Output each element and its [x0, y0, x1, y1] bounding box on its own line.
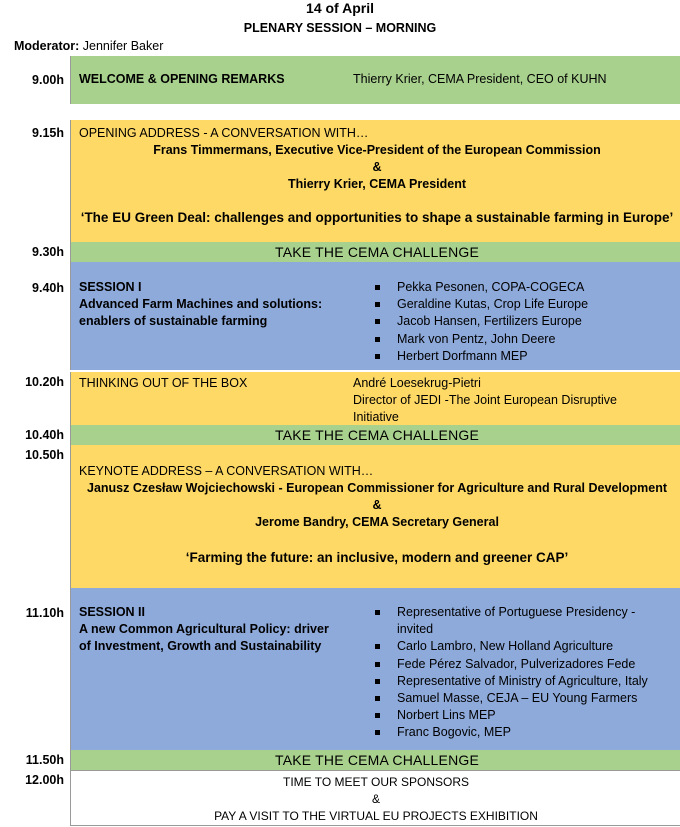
row-session-1 — [70, 262, 680, 370]
thinking-title: THINKING OUT OF THE BOX — [79, 376, 248, 390]
keynote-ampersand: & — [372, 498, 382, 512]
keynote-speaker-1: Janusz Czesław Wojciechowski - European Commissioner for Agriculture and Rural Development — [87, 481, 667, 495]
row-thinking-out-of-box — [70, 372, 680, 425]
welcome-speaker: Thierry Krier, CEMA President, CEO of KUHN — [353, 72, 607, 86]
keynote-intro: KEYNOTE ADDRESS – A CONVERSATION WITH… — [79, 464, 374, 478]
session2-label: SESSION II — [79, 605, 145, 619]
time-9-15: 9.15h — [32, 126, 64, 140]
time-9-40: 9.40h — [32, 281, 64, 295]
agenda-date: 14 of April — [306, 0, 374, 16]
list-item: Representative of Portuguese Presidency - invited — [373, 604, 648, 638]
list-item: Herbert Dorfmann MEP — [373, 348, 588, 365]
time-10-20: 10.20h — [25, 375, 64, 389]
challenge-label-1: TAKE THE CEMA CHALLENGE — [274, 244, 480, 260]
time-11-10: 11.10h — [25, 606, 64, 620]
challenge-label-3: TAKE THE CEMA CHALLENGE — [274, 752, 480, 768]
bullet-icon — [375, 696, 380, 701]
closing-line-2: PAY A VISIT TO THE VIRTUAL EU PROJECTS EXHIBITION — [214, 809, 538, 823]
list-item: Geraldine Kutas, Crop Life Europe — [373, 296, 588, 313]
row-challenge-3 — [70, 750, 680, 770]
list-item: Franc Bogovic, MEP — [373, 724, 648, 741]
moderator-line — [14, 38, 163, 54]
list-item: Samuel Masse, CEJA – EU Young Farmers — [373, 690, 648, 707]
time-11-50: 11.50h — [25, 753, 64, 767]
bullet-icon — [375, 319, 380, 324]
row-sponsors — [70, 770, 680, 826]
bullet-icon — [375, 713, 380, 718]
session1-speaker-list — [373, 279, 588, 365]
speaker-continuation: invited — [397, 622, 434, 637]
list-item: Jacob Hansen, Fertilizers Europe — [373, 313, 588, 330]
bullet-icon — [375, 354, 380, 359]
thinking-line-3: Initiative — [353, 410, 399, 424]
closing-line-1: TIME TO MEET OUR SPONSORS — [282, 775, 470, 789]
row-keynote — [70, 445, 680, 588]
bullet-icon — [375, 730, 380, 735]
row-challenge-2 — [70, 425, 680, 445]
list-item: Norbert Lins MEP — [373, 707, 648, 724]
list-item: Pekka Pesonen, COPA-COGECA — [373, 279, 588, 296]
bullet-icon — [375, 337, 380, 342]
opening-speaker-1: Frans Timmermans, Executive Vice-President of the European Commission — [153, 143, 601, 157]
bullet-icon — [375, 285, 380, 290]
thinking-line-2: Director of JEDI -The Joint European Disruptive — [353, 393, 617, 407]
bullet-icon — [375, 679, 380, 684]
bullet-icon — [375, 302, 380, 307]
list-item: Mark von Pentz, John Deere — [373, 331, 588, 348]
opening-speaker-2: Thierry Krier, CEMA President — [287, 177, 467, 191]
row-session-2 — [70, 588, 680, 750]
time-12-00: 12.00h — [25, 773, 64, 787]
keynote-quote: ‘Farming the future: an inclusive, modern and greener CAP’ — [185, 550, 569, 565]
row-welcome — [70, 56, 680, 104]
time-10-40: 10.40h — [25, 428, 64, 442]
time-9-30: 9.30h — [32, 245, 64, 259]
list-item: Fede Pérez Salvador, Pulverizadores Fede — [373, 656, 648, 673]
row-challenge-1 — [70, 242, 680, 262]
bullet-icon — [375, 610, 380, 615]
opening-quote: ‘The EU Green Deal: challenges and opportunities to shape a sustainable farming in Europe’ — [80, 210, 674, 225]
list-item: Representative of Ministry of Agriculture, Italy — [373, 673, 648, 690]
welcome-title: WELCOME & OPENING REMARKS — [79, 72, 285, 86]
time-9-00: 9.00h — [32, 73, 64, 87]
session1-title-line1: Advanced Farm Machines and solutions: — [79, 297, 323, 311]
row-opening-address — [70, 120, 680, 242]
bullet-icon — [375, 644, 380, 649]
closing-ampersand: & — [371, 792, 380, 806]
challenge-label-2: TAKE THE CEMA CHALLENGE — [274, 427, 480, 443]
opening-intro: OPENING ADDRESS - A CONVERSATION WITH… — [79, 126, 369, 140]
thinking-line-1: André Loesekrug-Pietri — [353, 376, 481, 390]
session2-title-line2: of Investment, Growth and Sustainability — [79, 639, 322, 653]
keynote-speaker-2: Jerome Bandry, CEMA Secretary General — [255, 515, 499, 529]
opening-ampersand: & — [372, 160, 382, 174]
session1-title-line2: enablers of sustainable farming — [79, 314, 268, 328]
session2-title-line1: A new Common Agricultural Policy: driver — [79, 622, 329, 636]
bullet-icon — [375, 662, 380, 667]
list-item: Carlo Lambro, New Holland Agriculture — [373, 638, 648, 655]
session-title: PLENARY SESSION – MORNING — [243, 21, 437, 35]
time-10-50: 10.50h — [25, 448, 64, 462]
moderator-label: Moderator: — [14, 39, 80, 53]
moderator-name: Jennifer Baker — [79, 39, 164, 53]
session2-speaker-list — [373, 604, 648, 742]
session1-label: SESSION I — [79, 280, 142, 294]
